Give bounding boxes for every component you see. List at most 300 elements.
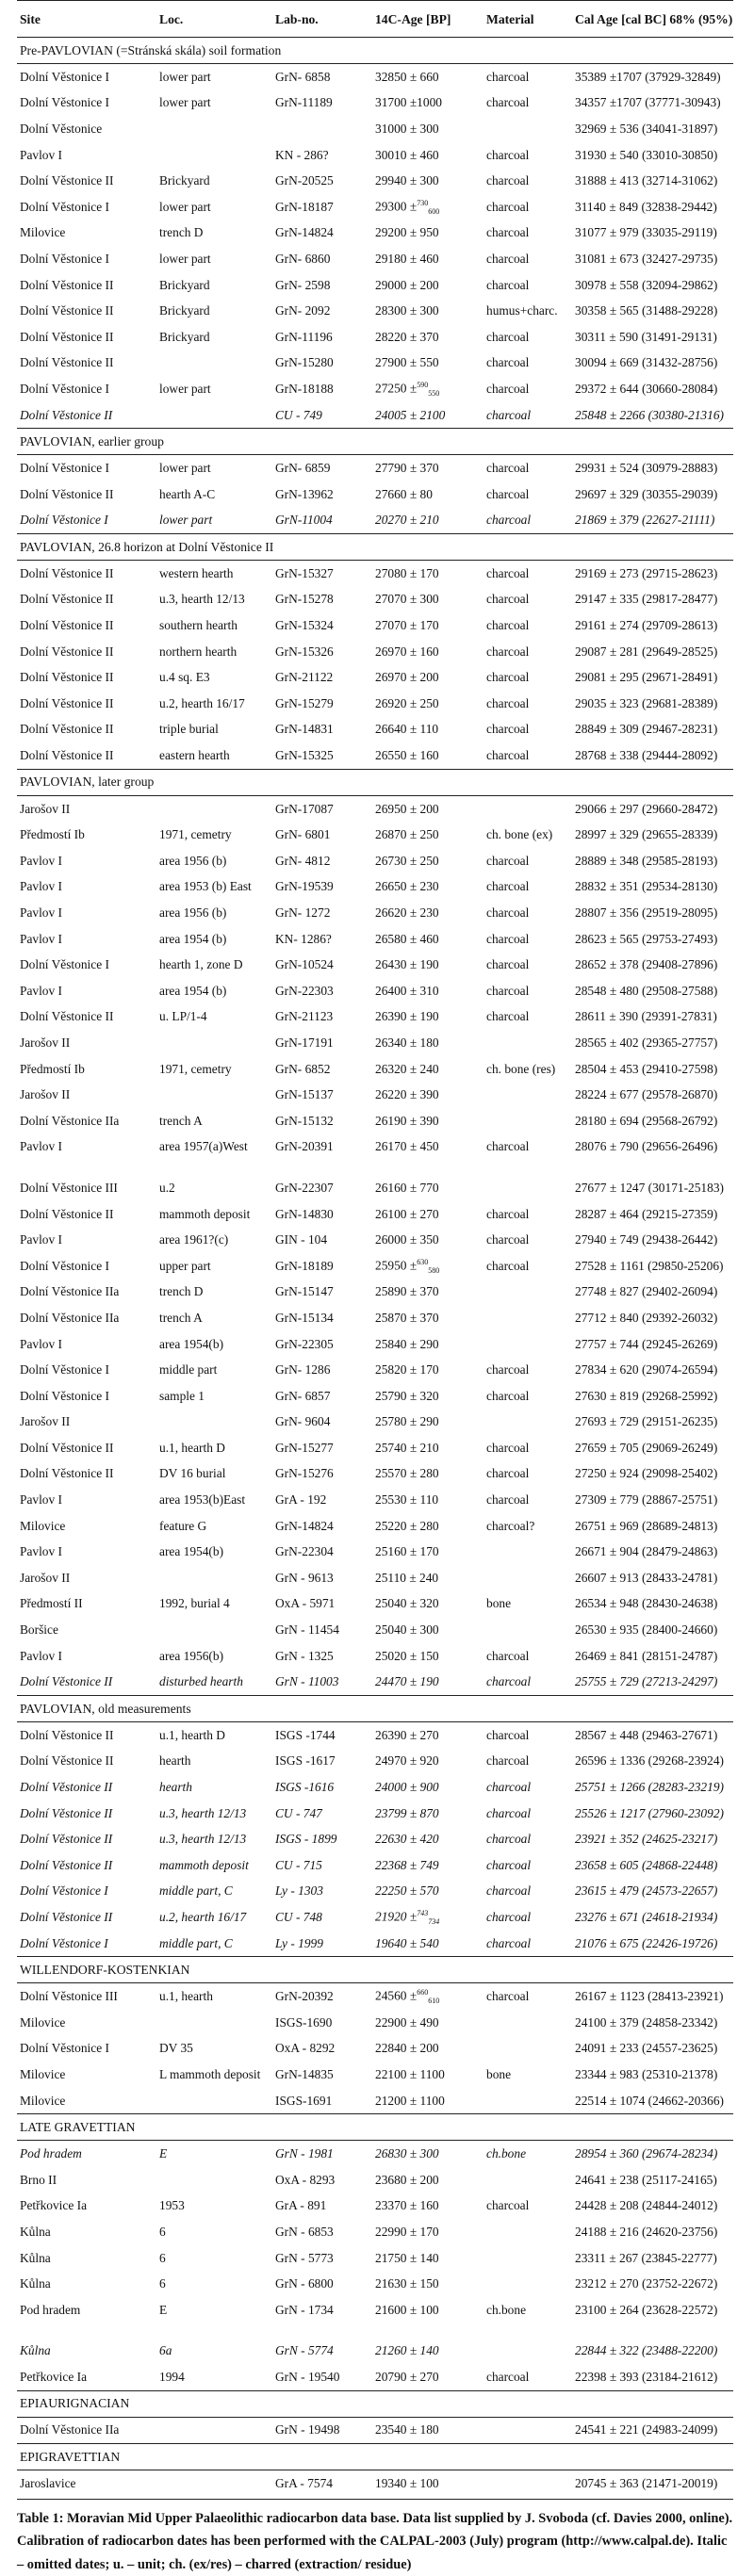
table-row bbox=[17, 1931, 733, 1957]
table-row bbox=[17, 298, 733, 324]
lab-no-cell: GrN-22305 bbox=[275, 1336, 334, 1351]
age-cell: 24000 ± 900 bbox=[375, 1780, 439, 1795]
cal-age-cell: 34357 ±1707 (37771-30943) bbox=[575, 95, 721, 110]
loc-cell: southern hearth bbox=[159, 618, 238, 633]
material-cell bbox=[484, 1082, 572, 1108]
age-cell: 26320 ± 240 bbox=[375, 1061, 439, 1076]
material-cell bbox=[484, 795, 572, 822]
cal-age-cell: 26469 ± 841 (28151-24787) bbox=[575, 1648, 718, 1663]
lab-no-cell: GrN - 19540 bbox=[275, 2369, 340, 2384]
site-cell: Dolní Věstonice II bbox=[20, 1009, 114, 1024]
material-cell: charcoal bbox=[486, 1362, 530, 1378]
site-cell: Dolní Věstonice II bbox=[20, 565, 114, 580]
section-title: EPIGRAVETTIAN bbox=[17, 2444, 733, 2470]
site-cell: Kůlna bbox=[20, 2276, 51, 2291]
loc-cell: 6 bbox=[159, 2250, 166, 2265]
section-header bbox=[17, 2444, 733, 2470]
age-cell: 25040 ± 320 bbox=[375, 1596, 439, 1611]
age-cell: 29000 ± 200 bbox=[375, 277, 439, 292]
site-cell: Pavlov I bbox=[20, 931, 63, 946]
material-cell: ch. bone (ex) bbox=[486, 827, 553, 842]
cal-age-cell: 27834 ± 620 (29074-26594) bbox=[575, 1362, 718, 1378]
material-cell bbox=[484, 2271, 572, 2297]
age-cell: 25570 ± 280 bbox=[375, 1466, 439, 1481]
age-cell: 26650 ± 230 bbox=[375, 879, 439, 894]
cal-age-cell: 27940 ± 749 (29438-26442) bbox=[575, 1232, 718, 1247]
table-row bbox=[17, 1004, 733, 1031]
age-value: 25950 ± bbox=[375, 1258, 418, 1273]
material-cell: charcoal bbox=[486, 618, 530, 633]
table-row bbox=[17, 1539, 733, 1565]
loc-cell: trench D bbox=[159, 225, 204, 240]
lab-no-cell: OxA - 5971 bbox=[275, 1596, 336, 1611]
lab-no-cell: ISGS - 1899 bbox=[275, 1832, 337, 1847]
material-cell bbox=[484, 2245, 572, 2272]
table-row bbox=[17, 2062, 733, 2088]
table-row bbox=[17, 717, 733, 743]
age-cell: 25220 ± 280 bbox=[375, 1518, 439, 1533]
lab-no-cell: GrA - 891 bbox=[275, 2198, 327, 2213]
age-error-plus: 660 bbox=[417, 1988, 429, 1997]
cal-age-cell: 26751 ± 969 (28689-24813) bbox=[575, 1518, 718, 1533]
lab-no-cell: GrN - 1981 bbox=[275, 2146, 334, 2161]
age-cell: 25020 ± 150 bbox=[375, 1648, 439, 1663]
age-cell: 26950 ± 200 bbox=[375, 801, 439, 816]
loc-cell bbox=[156, 1030, 272, 1056]
material-cell: charcoal bbox=[486, 1440, 530, 1455]
age-cell: 24005 ± 2100 bbox=[375, 407, 446, 422]
cal-age-cell: 27748 ± 827 (29402-26094) bbox=[575, 1284, 718, 1299]
material-cell: charcoal bbox=[486, 1206, 530, 1221]
material-cell: charcoal bbox=[486, 1466, 530, 1481]
age-cell: 26000 ± 350 bbox=[375, 1232, 439, 1247]
site-cell: Dolní Věstonice II bbox=[20, 644, 114, 659]
cal-age-cell: 29931 ± 524 (30979-28883) bbox=[575, 461, 718, 476]
lab-no-cell: GrN-21123 bbox=[275, 1009, 334, 1024]
table-row bbox=[17, 795, 733, 822]
age-cell: 29180 ± 460 bbox=[375, 251, 439, 266]
loc-cell: feature G bbox=[159, 1518, 207, 1533]
material-cell bbox=[484, 2470, 572, 2497]
table-caption: Table 1: Moravian Mid Upper Palaeolithic radiocarbon data base. Data list supplied by J. Svoboda (cf. Davies 2000, online). Calibration of radiocarbon dates has been performed with the CALPAL-2003 (July) program (http://www.calpal.de). Italic – omitted dates; u. – unit; ch. (ex/res) – charred (extraction/ residue) bbox=[17, 2499, 733, 2576]
age-cell: 25820 ± 170 bbox=[375, 1362, 439, 1378]
table-row bbox=[17, 1801, 733, 1827]
cal-age-cell: 24541 ± 221 (24983-24099) bbox=[575, 2422, 718, 2437]
lab-no-cell: GrN-22304 bbox=[275, 1544, 334, 1559]
site-cell: Petřkovice Ia bbox=[20, 2369, 88, 2384]
lab-no-cell: GrN - 11003 bbox=[275, 1674, 339, 1689]
table-row bbox=[17, 561, 733, 587]
age-cell bbox=[372, 376, 484, 402]
age-cell: 25530 ± 110 bbox=[375, 1492, 439, 1508]
table-row bbox=[17, 1879, 733, 1905]
loc-cell: Brickyard bbox=[159, 303, 210, 318]
site-cell: Jarošov II bbox=[20, 1035, 71, 1050]
section-title: PAVLOVIAN, later group bbox=[17, 769, 733, 795]
material-cell: charcoal bbox=[486, 1832, 532, 1847]
table-row bbox=[17, 2193, 733, 2220]
loc-cell bbox=[156, 1410, 272, 1436]
site-cell: Jarošov II bbox=[20, 801, 71, 816]
lab-no-cell: Ly - 1303 bbox=[275, 1883, 323, 1899]
lab-no-cell: ISGS -1617 bbox=[275, 1753, 336, 1769]
age-cell: 22100 ± 1100 bbox=[375, 2066, 445, 2081]
cal-age-cell: 24188 ± 216 (24620-23756) bbox=[575, 2224, 718, 2239]
cal-age-cell: 26596 ± 1336 (29268-23924) bbox=[575, 1753, 724, 1769]
table-row bbox=[17, 2364, 733, 2390]
loc-cell: 6a bbox=[159, 2343, 172, 2358]
material-cell bbox=[484, 1617, 572, 1643]
table-row bbox=[17, 848, 733, 874]
lab-no-cell: GrN - 11454 bbox=[275, 1622, 339, 1638]
cal-age-cell: 32969 ± 536 (34041-31897) bbox=[575, 121, 718, 136]
loc-cell bbox=[156, 1617, 272, 1643]
site-cell: Dolní Věstonice bbox=[20, 121, 103, 136]
age-cell: 32850 ± 660 bbox=[375, 69, 439, 84]
table-row bbox=[17, 272, 733, 299]
lab-no-cell: GrN- 1286 bbox=[275, 1362, 331, 1378]
lab-no-cell: GrN-20391 bbox=[275, 1139, 334, 1154]
site-cell: Dolní Věstonice II bbox=[20, 618, 114, 633]
age-cell: 26830 ± 300 bbox=[375, 2146, 439, 2161]
table-row bbox=[17, 1591, 733, 1618]
age-cell: 21750 ± 140 bbox=[375, 2250, 439, 2265]
table-row bbox=[17, 1410, 733, 1436]
lab-no-cell: GrN-15134 bbox=[275, 1310, 334, 1325]
table-row bbox=[17, 1749, 733, 1775]
cal-age-cell: 29372 ± 644 (30660-28084) bbox=[575, 381, 718, 396]
site-cell: Dolní Věstonice II bbox=[20, 722, 114, 737]
loc-cell: disturbed hearth bbox=[159, 1674, 243, 1689]
lab-no-cell: GrN-17087 bbox=[275, 801, 334, 816]
header-cal-age: Cal Age [cal BC] 68% (95%) bbox=[572, 1, 733, 38]
material-cell bbox=[484, 1331, 572, 1358]
table-row bbox=[17, 1305, 733, 1331]
lab-no-cell: GrN-14824 bbox=[275, 225, 334, 240]
cal-age-cell: 35389 ±1707 (37929-32849) bbox=[575, 69, 721, 84]
table-row bbox=[17, 168, 733, 194]
loc-cell bbox=[156, 2088, 272, 2114]
site-cell: Pavlov I bbox=[20, 1336, 63, 1351]
material-cell: charcoal bbox=[486, 1780, 532, 1795]
table-row bbox=[17, 1175, 733, 1201]
age-cell: 25740 ± 210 bbox=[375, 1440, 439, 1455]
lab-no-cell: CU - 715 bbox=[275, 1857, 322, 1872]
lab-no-cell: GrN-11189 bbox=[275, 95, 333, 110]
lab-no-cell: GIN - 104 bbox=[275, 1232, 328, 1247]
material-cell: charcoal bbox=[486, 486, 530, 501]
age-cell: 25110 ± 240 bbox=[375, 1570, 439, 1585]
cal-age-cell: 27757 ± 744 (29245-26269) bbox=[575, 1336, 718, 1351]
table-row bbox=[17, 376, 733, 402]
cal-age-cell: 24091 ± 233 (24557-23625) bbox=[575, 2041, 718, 2056]
material-cell bbox=[484, 1565, 572, 1591]
cal-age-cell: 24100 ± 379 (24858-23342) bbox=[575, 2014, 718, 2030]
age-error-minus: 610 bbox=[428, 1997, 440, 2006]
age-value: 21920 ± bbox=[375, 1909, 418, 1924]
loc-cell: u.3, hearth 12/13 bbox=[159, 1832, 247, 1847]
age-value: 29300 ± bbox=[375, 199, 418, 214]
age-cell: 22250 ± 570 bbox=[375, 1883, 439, 1899]
table-row bbox=[17, 1082, 733, 1108]
age-cell: 20790 ± 270 bbox=[375, 2369, 439, 2384]
age-cell: 26170 ± 450 bbox=[375, 1139, 439, 1154]
cal-age-cell: 27693 ± 729 (29151-26235) bbox=[575, 1414, 718, 1429]
table-row bbox=[17, 1227, 733, 1253]
site-cell: Jarošov II bbox=[20, 1570, 71, 1585]
site-cell: Dolní Věstonice I bbox=[20, 199, 109, 214]
age-error-plus: 590 bbox=[417, 380, 429, 389]
material-cell bbox=[484, 2167, 572, 2193]
table-row bbox=[17, 1357, 733, 1383]
cal-age-cell: 26607 ± 913 (28433-24781) bbox=[575, 1570, 718, 1585]
lab-no-cell: OxA - 8293 bbox=[275, 2172, 336, 2187]
site-cell: Pavlov I bbox=[20, 1492, 63, 1508]
loc-cell: DV 35 bbox=[159, 2041, 193, 2056]
cal-age-cell: 29161 ± 274 (29709-28613) bbox=[575, 618, 718, 633]
loc-cell: 1971, cemetry bbox=[159, 827, 232, 842]
lab-no-cell: GrN-11004 bbox=[275, 513, 333, 528]
age-cell: 25840 ± 290 bbox=[375, 1336, 439, 1351]
lab-no-cell: GrA - 7574 bbox=[275, 2476, 333, 2491]
site-cell: Dolní Věstonice I bbox=[20, 1388, 109, 1403]
loc-cell: lower part bbox=[159, 95, 211, 110]
age-cell: 23680 ± 200 bbox=[375, 2172, 439, 2187]
cal-age-cell: 21076 ± 675 (22426-19726) bbox=[575, 1935, 718, 1950]
age-cell: 24470 ± 190 bbox=[375, 1674, 439, 1689]
site-cell: Dolní Věstonice IIa bbox=[20, 1284, 120, 1299]
lab-no-cell: CU - 748 bbox=[275, 1909, 322, 1924]
loc-cell: u.2 bbox=[159, 1180, 175, 1195]
age-cell: 26390 ± 270 bbox=[375, 1727, 439, 1742]
site-cell: Pod hradem bbox=[20, 2146, 82, 2161]
age-cell: 22990 ± 170 bbox=[375, 2224, 439, 2239]
table-row bbox=[17, 1904, 733, 1931]
age-cell: 20270 ± 210 bbox=[375, 513, 439, 528]
cal-age-cell: 23276 ± 671 (24618-21934) bbox=[575, 1909, 718, 1924]
loc-cell: area 1956 (b) bbox=[159, 905, 227, 921]
material-cell: charcoal bbox=[486, 381, 530, 396]
lab-no-cell: CU - 749 bbox=[275, 407, 322, 422]
material-cell: charcoal bbox=[486, 879, 530, 894]
table-row bbox=[17, 742, 733, 769]
material-cell: charcoal bbox=[486, 1232, 530, 1247]
table-row bbox=[17, 402, 733, 429]
material-cell: ch. bone (res) bbox=[486, 1061, 556, 1076]
material-cell: charcoal bbox=[486, 461, 530, 476]
age-cell: 28220 ± 370 bbox=[375, 329, 439, 344]
lab-no-cell: GrN-18188 bbox=[275, 381, 334, 396]
age-cell: 31700 ±1000 bbox=[375, 95, 442, 110]
cal-age-cell: 28954 ± 360 (29674-28234) bbox=[575, 2146, 718, 2161]
material-cell: charcoal? bbox=[486, 1518, 535, 1533]
loc-cell bbox=[156, 2470, 272, 2497]
material-cell: charcoal bbox=[486, 147, 530, 162]
table-row bbox=[17, 978, 733, 1004]
material-cell: charcoal bbox=[486, 931, 530, 946]
loc-cell: triple burial bbox=[159, 722, 219, 737]
material-cell bbox=[484, 2339, 572, 2365]
loc-cell bbox=[156, 2167, 272, 2193]
loc-cell: hearth A-C bbox=[159, 486, 216, 501]
lab-no-cell: GrN-15278 bbox=[275, 592, 334, 607]
lab-no-cell: GrN - 6800 bbox=[275, 2276, 334, 2291]
cal-age-cell: 28180 ± 694 (29568-26792) bbox=[575, 1113, 718, 1128]
table-row bbox=[17, 116, 733, 142]
cal-age-cell: 22398 ± 393 (23184-21612) bbox=[575, 2369, 718, 2384]
cal-age-cell: 29066 ± 297 (29660-28472) bbox=[575, 801, 718, 816]
lab-no-cell: GrN- 2092 bbox=[275, 303, 331, 318]
loc-cell: northern hearth bbox=[159, 644, 238, 659]
site-cell: Dolní Věstonice II bbox=[20, 277, 114, 292]
table-row bbox=[17, 1852, 733, 1879]
loc-cell: area 1954(b) bbox=[159, 1544, 224, 1559]
table-row bbox=[17, 1056, 733, 1083]
cal-age-cell: 25751 ± 1266 (28283-23219) bbox=[575, 1780, 724, 1795]
age-cell: 27660 ± 80 bbox=[375, 486, 433, 501]
cal-age-cell: 29087 ± 281 (29649-28525) bbox=[575, 644, 718, 659]
site-cell: Pod hradem bbox=[20, 2302, 81, 2317]
table-row bbox=[17, 2470, 733, 2497]
age-cell: 19340 ± 100 bbox=[375, 2476, 439, 2491]
site-cell: Milovice bbox=[20, 2014, 66, 2030]
table-row bbox=[17, 2219, 733, 2245]
age-cell: 26390 ± 190 bbox=[375, 1009, 439, 1024]
site-cell: Dolní Věstonice I bbox=[20, 1935, 108, 1950]
material-cell: charcoal bbox=[486, 199, 530, 214]
material-cell: charcoal bbox=[486, 1753, 530, 1769]
cal-age-cell: 28807 ± 356 (29519-28095) bbox=[575, 905, 718, 921]
age-cell: 29200 ± 950 bbox=[375, 225, 439, 240]
section-header bbox=[17, 429, 733, 455]
loc-cell bbox=[156, 116, 272, 142]
lab-no-cell: GrN-15277 bbox=[275, 1440, 334, 1455]
loc-cell: hearth bbox=[159, 1753, 191, 1769]
section-title: LATE GRAVETTIAN bbox=[17, 2114, 733, 2141]
material-cell: charcoal bbox=[486, 1935, 532, 1950]
loc-cell bbox=[156, 2010, 272, 2036]
lab-no-cell: GrN-15324 bbox=[275, 618, 334, 633]
loc-cell: hearth bbox=[159, 1780, 192, 1795]
cal-age-cell: 28849 ± 309 (29467-28231) bbox=[575, 722, 718, 737]
site-cell: Petřkovice Ia bbox=[20, 2198, 88, 2213]
cal-age-cell: 28768 ± 338 (29444-28092) bbox=[575, 748, 718, 763]
material-cell: charcoal bbox=[486, 277, 530, 292]
table-row bbox=[17, 1983, 733, 2010]
material-cell bbox=[484, 1175, 572, 1201]
age-cell: 19640 ± 540 bbox=[375, 1935, 439, 1950]
cal-age-cell: 30311 ± 590 (31491-29131) bbox=[575, 329, 717, 344]
material-cell bbox=[484, 2219, 572, 2245]
section-title: EPIAURIGNACIAN bbox=[17, 2390, 733, 2417]
lab-no-cell: GrN-20392 bbox=[275, 1989, 334, 2004]
material-cell bbox=[484, 1280, 572, 1306]
age-cell: 21630 ± 150 bbox=[375, 2276, 439, 2291]
table-row bbox=[17, 612, 733, 639]
header-material: Material bbox=[484, 1, 572, 38]
material-cell: ch.bone bbox=[486, 2302, 527, 2317]
site-cell: Dolní Věstonice I bbox=[20, 1258, 109, 1273]
table-row bbox=[17, 2010, 733, 2036]
age-cell: 26970 ± 160 bbox=[375, 644, 439, 659]
cal-age-cell: 28548 ± 480 (29508-27588) bbox=[575, 983, 718, 998]
material-cell: charcoal bbox=[486, 173, 530, 188]
material-cell: charcoal bbox=[486, 748, 530, 763]
lab-no-cell: GrN- 6801 bbox=[275, 827, 331, 842]
material-cell: charcoal bbox=[486, 251, 530, 266]
lab-no-cell: GrN-19539 bbox=[275, 879, 334, 894]
loc-cell: Brickyard bbox=[159, 173, 210, 188]
lab-no-cell: GrN-21122 bbox=[275, 670, 334, 685]
material-cell: charcoal bbox=[486, 329, 530, 344]
lab-no-cell: GrN - 6853 bbox=[275, 2224, 334, 2239]
lab-no-cell: GrN-15326 bbox=[275, 644, 334, 659]
lab-no-cell: GrN- 6859 bbox=[275, 461, 331, 476]
lab-no-cell: GrN- 9604 bbox=[275, 1414, 331, 1429]
loc-cell: western hearth bbox=[159, 565, 234, 580]
table-row bbox=[17, 508, 733, 534]
table-row bbox=[17, 900, 733, 926]
cal-age-cell: 31140 ± 849 (32838-29442) bbox=[575, 199, 717, 214]
cal-age-cell: 21869 ± 379 (22627-21111) bbox=[575, 513, 715, 528]
site-cell: Dolní Věstonice IIa bbox=[20, 1310, 120, 1325]
cal-age-cell: 28997 ± 329 (29655-28339) bbox=[575, 827, 718, 842]
age-value: 27250 ± bbox=[375, 381, 418, 396]
lab-no-cell: GrN- 1272 bbox=[275, 905, 331, 921]
loc-cell: u.4 sq. E3 bbox=[159, 670, 210, 685]
cal-age-cell: 28504 ± 453 (29410-27598) bbox=[575, 1061, 718, 1076]
material-cell: charcoal bbox=[486, 905, 530, 921]
loc-cell: eastern hearth bbox=[159, 748, 230, 763]
spacer-cell bbox=[17, 1160, 733, 1175]
site-cell: Dolní Věstonice III bbox=[20, 1180, 118, 1195]
site-cell: Pavlov I bbox=[20, 1139, 63, 1154]
cal-age-cell: 23921 ± 352 (24625-23217) bbox=[575, 1832, 718, 1847]
lab-no-cell: GrN-15132 bbox=[275, 1113, 334, 1128]
table-row bbox=[17, 1253, 733, 1280]
material-cell: bone bbox=[486, 1596, 512, 1611]
age-value: 24560 ± bbox=[375, 1988, 418, 2003]
loc-cell: 1992, burial 4 bbox=[159, 1596, 230, 1611]
loc-cell: middle part bbox=[159, 1362, 218, 1378]
loc-cell: area 1954 (b) bbox=[159, 983, 227, 998]
table-row bbox=[17, 2167, 733, 2193]
table-row bbox=[17, 952, 733, 978]
site-cell: Boršice bbox=[20, 1622, 58, 1638]
site-cell: Jaroslavice bbox=[20, 2476, 76, 2491]
cal-age-cell: 27528 ± 1161 (29850-25206) bbox=[575, 1258, 724, 1273]
site-cell: Pavlov I bbox=[20, 1544, 63, 1559]
age-cell: 26190 ± 390 bbox=[375, 1113, 439, 1128]
header-row bbox=[17, 1, 733, 38]
table-row bbox=[17, 1383, 733, 1410]
section-header bbox=[17, 2390, 733, 2417]
loc-cell: u.2, hearth 16/17 bbox=[159, 1909, 247, 1924]
lab-no-cell: GrN-17191 bbox=[275, 1035, 334, 1050]
age-cell: 30010 ± 460 bbox=[375, 147, 439, 162]
site-cell: Dolní Věstonice I bbox=[20, 1883, 108, 1899]
loc-cell: upper part bbox=[159, 1258, 211, 1273]
site-cell: Dolní Věstonice I bbox=[20, 461, 109, 476]
loc-cell: trench A bbox=[159, 1310, 203, 1325]
lab-no-cell: GrN - 1325 bbox=[275, 1648, 334, 1663]
material-cell: charcoal bbox=[486, 853, 530, 868]
site-cell: Dolní Věstonice II bbox=[20, 1857, 113, 1872]
table-row bbox=[17, 455, 733, 481]
lab-no-cell: Ly - 1999 bbox=[275, 1935, 323, 1950]
material-cell: charcoal bbox=[486, 513, 532, 528]
material-cell: charcoal bbox=[486, 1857, 532, 1872]
